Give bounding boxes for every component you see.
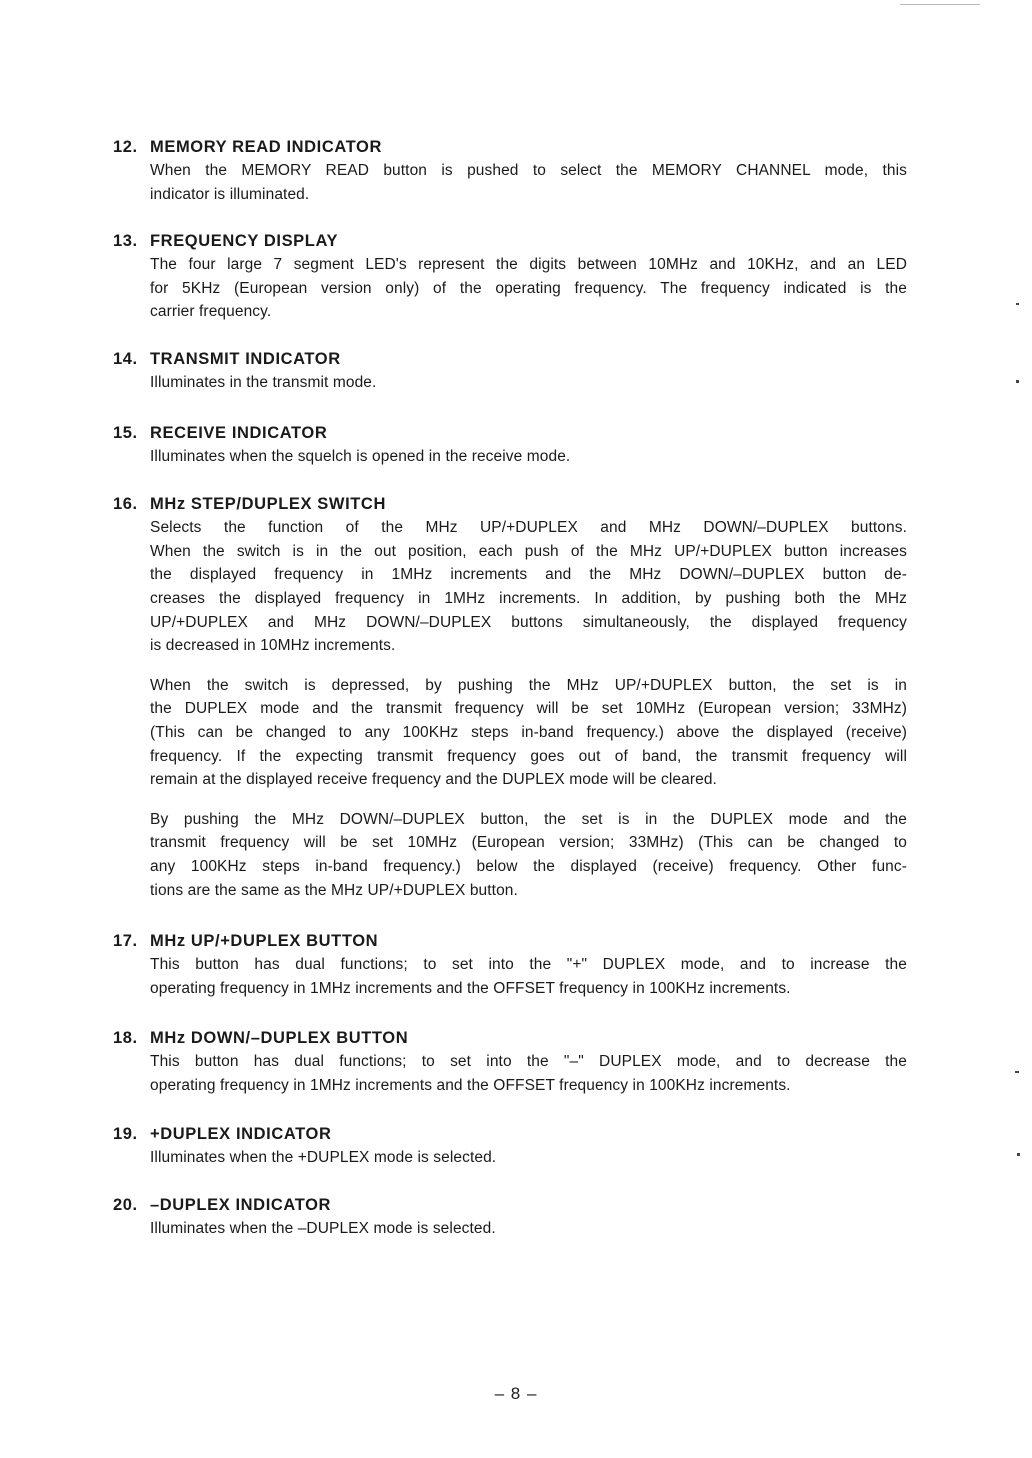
text-line: indicator is illuminated. (150, 185, 310, 203)
section-body (150, 1146, 907, 1170)
section-item (113, 421, 913, 469)
paragraph (150, 1050, 907, 1097)
text-line: frequency. If the expecting transmit frequency goes out of band, the transmit frequency will (150, 747, 907, 765)
scan-speck (1016, 303, 1019, 305)
section-heading (113, 1122, 913, 1146)
section-title: MHz STEP/DUPLEX SWITCH (150, 495, 386, 513)
section-number: 20. (113, 1196, 138, 1214)
text-line: operating frequency in 1MHz increments and the OFFSET frequency in 100KHz increments. (150, 979, 791, 997)
section-number: 17. (113, 932, 138, 950)
section-item (113, 1193, 913, 1241)
section-heading (113, 492, 913, 516)
text-line: operating frequency in 1MHz increments and the OFFSET frequency in 100KHz increments. (150, 1076, 791, 1094)
paragraph (150, 516, 907, 658)
scan-speck (1017, 1153, 1020, 1156)
section-heading (113, 421, 913, 445)
section-item (113, 135, 913, 206)
paragraph (150, 1217, 907, 1241)
text-line: tions are the same as the MHz UP/+DUPLEX button. (150, 881, 518, 899)
paragraph (150, 674, 907, 792)
text-line: is decreased in 10MHz increments. (150, 637, 396, 655)
section-number: 14. (113, 350, 138, 368)
text-line: Illuminates in the transmit mode. (150, 374, 377, 391)
text-line: When the MEMORY READ button is pushed to select the MEMORY CHANNEL mode, this (150, 162, 907, 179)
section-item (113, 1122, 913, 1170)
paragraph (150, 445, 907, 469)
section-body (150, 953, 907, 1000)
paragraph (150, 1146, 907, 1170)
section-body (150, 1217, 907, 1241)
section-number: 12. (113, 138, 138, 156)
paragraph (150, 253, 907, 324)
paragraph (150, 953, 907, 1000)
paragraph (150, 159, 907, 206)
section-number: 16. (113, 495, 138, 513)
section-title: +DUPLEX INDICATOR (150, 1125, 332, 1143)
text-line: transmit frequency will be set 10MHz (European version; 33MHz) (This can be changed to (150, 834, 907, 852)
section-title: MHz DOWN/–DUPLEX BUTTON (150, 1029, 409, 1047)
section-body (150, 159, 907, 206)
text-line: Illuminates when the squelch is opened in the receive mode. (150, 448, 571, 465)
section-body (150, 253, 907, 324)
page-number: – 8 – (494, 1384, 538, 1403)
scan-speck (1016, 380, 1019, 383)
text-line: By pushing the MHz DOWN/–DUPLEX button, the set is in the DUPLEX mode and the (150, 810, 907, 828)
text-line: When the switch is in the out position, each push of the MHz UP/+DUPLEX button increases (150, 542, 907, 560)
section-title: MHz UP/+DUPLEX BUTTON (150, 932, 379, 950)
section-heading (113, 929, 913, 953)
text-line: the DUPLEX mode and the transmit frequency will be set 10MHz (European version; 33MHz) (150, 700, 907, 718)
section-heading (113, 1193, 913, 1217)
text-line: The four large 7 segment LED's represent the digits between 10MHz and 10KHz, and an LED (150, 256, 907, 273)
text-line: This button has dual functions; to set into the "+" DUPLEX mode, and to increase the (150, 956, 907, 973)
section-number: 19. (113, 1125, 138, 1143)
section-heading (113, 1026, 913, 1050)
section-body (150, 445, 907, 469)
section-item (113, 492, 913, 902)
text-line: Illuminates when the –DUPLEX mode is selected. (150, 1220, 496, 1237)
text-line: any 100KHz steps in-band frequency.) below the displayed (receive) frequency. Other func- (150, 857, 907, 875)
text-line: When the switch is depressed, by pushing the MHz UP/+DUPLEX button, the set is in (150, 676, 907, 694)
section-item (113, 1026, 913, 1097)
section-item (113, 347, 913, 395)
section-body (150, 1050, 907, 1097)
section-body (150, 371, 907, 395)
section-title: MEMORY READ INDICATOR (150, 138, 382, 156)
scan-edge-line (900, 4, 980, 5)
section-heading (113, 135, 913, 159)
section-title: TRANSMIT INDICATOR (150, 350, 341, 368)
text-line: carrier frequency. (150, 303, 272, 321)
text-line: Selects the function of the MHz UP/+DUPLEX and MHz DOWN/–DUPLEX buttons. (150, 519, 907, 536)
paragraph (150, 808, 907, 903)
section-number: 13. (113, 232, 138, 250)
section-body (150, 516, 907, 902)
text-line: Illuminates when the +DUPLEX mode is selected. (150, 1149, 497, 1166)
scan-speck (1015, 1071, 1019, 1073)
section-item (113, 229, 913, 324)
section-title: RECEIVE INDICATOR (150, 424, 328, 442)
text-line: the displayed frequency in 1MHz increments and the MHz DOWN/–DUPLEX button de- (150, 566, 907, 584)
text-line: creases the displayed frequency in 1MHz increments. In addition, by pushing both the MHz (150, 590, 907, 608)
text-line: remain at the displayed receive frequency and the DUPLEX mode will be cleared. (150, 771, 717, 789)
section-heading (113, 229, 913, 253)
text-line: This button has dual functions; to set into the "–" DUPLEX mode, and to decrease the (150, 1053, 907, 1070)
section-title: FREQUENCY DISPLAY (150, 232, 339, 250)
paragraph (150, 371, 907, 395)
section-number: 15. (113, 424, 138, 442)
text-line: UP/+DUPLEX and MHz DOWN/–DUPLEX buttons simultaneously, the displayed frequency (150, 613, 907, 631)
section-title: –DUPLEX INDICATOR (150, 1196, 332, 1214)
section-item (113, 929, 913, 1000)
text-line: (This can be changed to any 100KHz steps in-band frequency.) above the displayed (receive) (150, 724, 907, 741)
section-heading (113, 347, 913, 371)
text-line: for 5KHz (European version only) of the operating frequency. The frequency indicated is the (150, 279, 907, 297)
section-number: 18. (113, 1029, 138, 1047)
